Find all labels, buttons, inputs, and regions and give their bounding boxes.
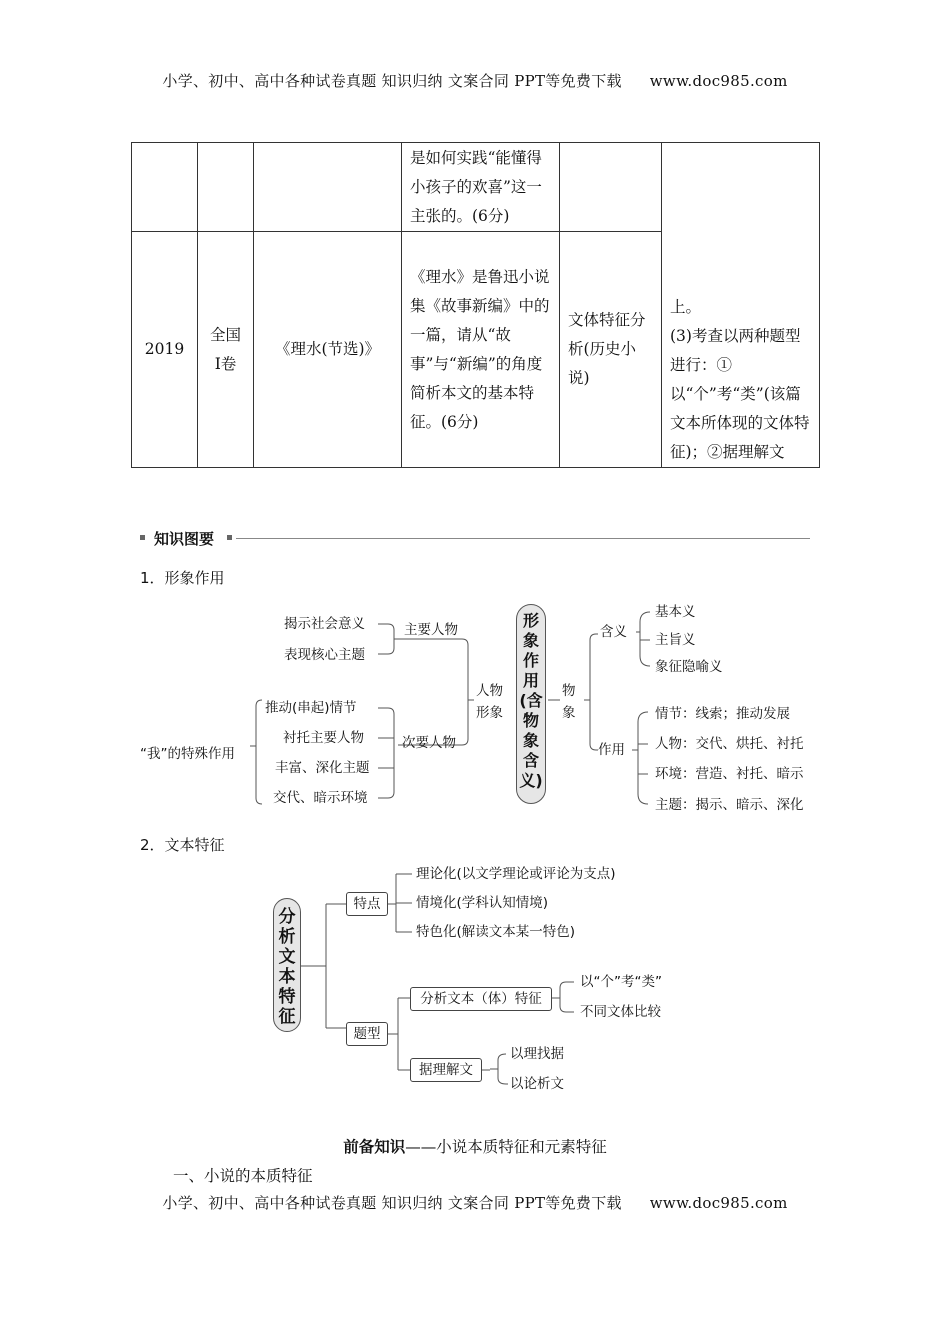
feature-item: 特色化(解读文本某一特色)	[416, 924, 576, 940]
feature-item: 情境化(学科认知情境)	[416, 895, 549, 911]
meaning-item: 基本义	[655, 604, 696, 620]
secondary-character: 次要人物	[402, 735, 456, 751]
subtitle-rest: ——小说本质特征和元素特征	[405, 1138, 607, 1156]
cell-year: 2019	[132, 232, 198, 468]
left-top-item: 表现核心主题	[284, 647, 365, 663]
meaning-item: 主旨义	[655, 632, 696, 648]
cell-paper: 全国Ⅰ卷	[198, 232, 254, 468]
question-type-box: 题型	[346, 1022, 388, 1046]
reason-item: 以论析文	[510, 1076, 564, 1092]
analyze-item: 以“个”考“类”	[580, 974, 662, 990]
left-bottom-item: 丰富、深化主题	[275, 760, 370, 776]
cell-question: 《理水》是鲁迅小说集《故事新编》中的一篇，请从“故事”与“新编”的角度简析本文的基本特征。(6分)	[402, 232, 560, 468]
subtitle	[0, 1135, 950, 1157]
heading-image-function: 1．形象作用	[140, 569, 225, 587]
reason-box: 据理解文	[410, 1058, 482, 1082]
main-character: 主要人物	[404, 622, 458, 638]
reason-item: 以理找据	[510, 1046, 564, 1062]
object-image: 物象	[562, 683, 576, 721]
function-label: 作用	[598, 742, 625, 758]
merged-text: 上。 (3)考查以两种题型进行：①以“个”考“类”(该篇文本所体现的文体特征)；②据理解文	[670, 298, 810, 461]
meaning-label: 含义	[600, 624, 627, 640]
left-bottom-item: 推动(串起)情节	[265, 700, 357, 716]
subtitle-bold: 前备知识	[343, 1138, 406, 1156]
function-item: 情节：线索；推动发展	[655, 706, 790, 722]
feature-box: 特点	[346, 892, 388, 916]
body-line: 一、小说的本质特征	[173, 1167, 313, 1185]
center-text-feature	[273, 898, 301, 1032]
left-bottom-item: 衬托主要人物	[283, 730, 364, 746]
meaning-item: 象征隐喻义	[655, 659, 723, 675]
cell-title: 《理水(节选)》	[254, 232, 402, 468]
analyze-item: 不同文体比较	[580, 1004, 661, 1020]
footer-url[interactable]: www.doc985.com	[649, 1194, 788, 1212]
me-special-role: “我”的特殊作用	[140, 746, 235, 762]
page-footer	[0, 1192, 950, 1213]
center-image-function	[516, 604, 546, 804]
heading-text-feature: 2．文本特征	[140, 836, 225, 854]
left-bottom-item: 交代、暗示环境	[273, 790, 368, 806]
character-image: 人物形象	[476, 683, 503, 721]
left-top-item: 揭示社会意义	[284, 616, 365, 632]
center-label: 分析文本特征	[278, 907, 296, 1027]
cell-point: 文体特征分析(历史小说)	[560, 232, 662, 468]
analyze-box: 分析文本（体）特征	[410, 987, 552, 1011]
function-item: 人物：交代、烘托、衬托	[655, 736, 804, 752]
header-url[interactable]: www.doc985.com	[649, 72, 788, 90]
header-text: 小学、初中、高中各种试卷真题 知识归纳 文案合同 PPT等免费下载	[162, 72, 622, 90]
cell-question: 是如何实践“能懂得小孩子的欢喜”这一主张的。(6分)	[402, 143, 560, 232]
function-item: 主题：揭示、暗示、深化	[655, 797, 804, 813]
feature-item: 理论化(以文学理论或评论为支点)	[416, 866, 616, 882]
footer-text: 小学、初中、高中各种试卷真题 知识归纳 文案合同 PPT等免费下载	[162, 1194, 622, 1212]
center-label: 形象作用(含物象含义)	[519, 611, 543, 790]
function-item: 环境：营造、衬托、暗示	[655, 766, 804, 782]
section-title: 知识图要	[154, 530, 215, 548]
